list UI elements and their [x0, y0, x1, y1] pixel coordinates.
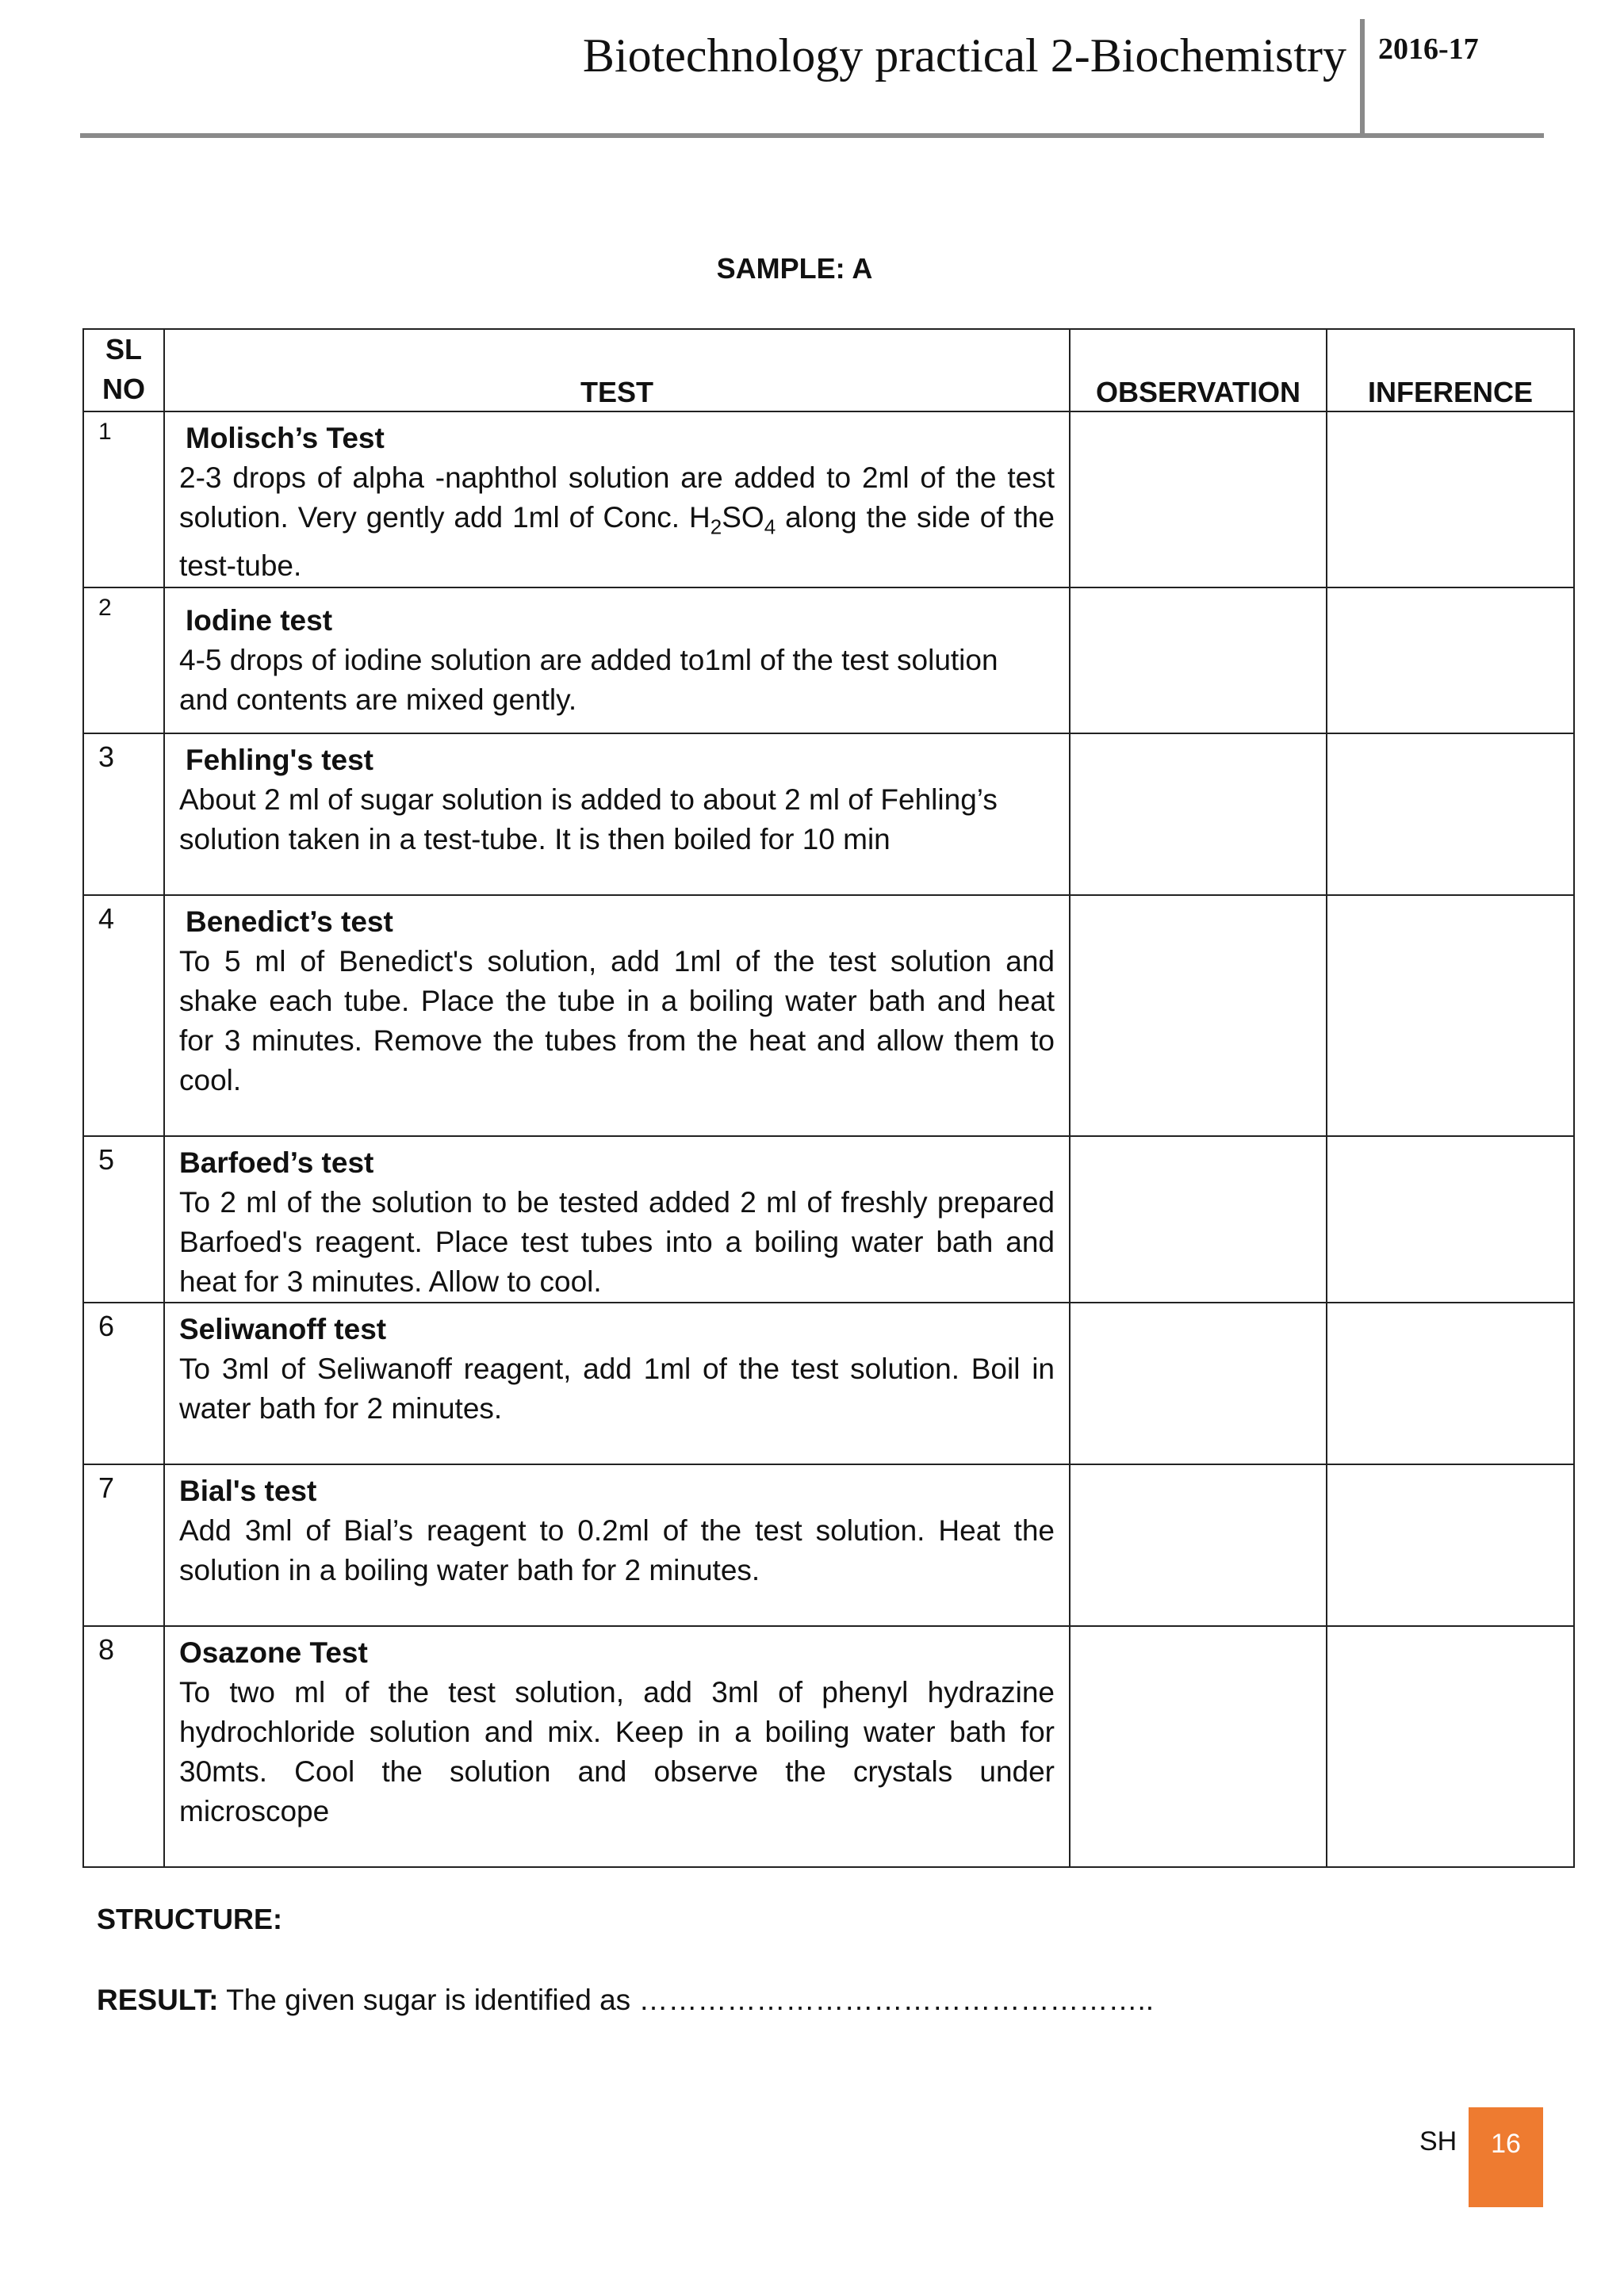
test-description: To 3ml of Seliwanoff reagent, add 1ml of the test solution. Boil in water bath for 2 minutes. — [179, 1353, 1055, 1425]
structure-label: STRUCTURE: — [97, 1903, 282, 1935]
sl-number: 7 — [83, 1464, 164, 1626]
observation-cell[interactable] — [1070, 895, 1327, 1136]
table-row — [83, 1626, 1574, 1867]
page-number-badge — [1469, 2107, 1543, 2207]
inference-cell[interactable] — [1327, 1303, 1574, 1464]
test-name: Benedict’s test — [186, 905, 393, 938]
sl-number: 5 — [83, 1136, 164, 1303]
header-divider-vertical — [1360, 19, 1365, 136]
page-number: 16 — [1491, 2129, 1521, 2159]
test-name: Iodine test — [186, 604, 333, 637]
column-header-inference: INFERENCE — [1327, 329, 1574, 411]
test-name: Molisch’s Test — [186, 422, 385, 454]
column-header-sl-no — [83, 329, 164, 411]
sl-number: 3 — [83, 733, 164, 895]
inference-cell[interactable] — [1327, 411, 1574, 587]
sl-number: 4 — [83, 895, 164, 1136]
test-description-text: 2-3 drops of alpha -naphthol solution are added to 2ml of the test solution. Very gently add 1ml of Conc. $H_2SO_4$ along the side of the test-tube. — [179, 461, 1055, 583]
inference-cell[interactable] — [1327, 1464, 1574, 1626]
table-row — [83, 587, 1574, 733]
test-cell — [164, 1136, 1070, 1303]
tests-table — [82, 328, 1575, 1868]
test-name: Osazone Test — [179, 1636, 368, 1669]
sl-number: 6 — [83, 1303, 164, 1464]
inference-cell[interactable] — [1327, 587, 1574, 733]
header-year: 2016-17 — [1378, 33, 1479, 66]
table-row — [83, 895, 1574, 1136]
test-cell — [164, 895, 1070, 1136]
sl-number: 1 — [83, 411, 164, 587]
test-cell — [164, 1626, 1070, 1867]
column-header-no: NO — [102, 373, 145, 405]
test-name: Seliwanoff test — [179, 1313, 387, 1345]
chemical-formula: $H_2SO_4$ — [689, 501, 776, 539]
header-divider-horizontal — [80, 133, 1544, 138]
test-description: Add 3ml of Bial’s reagent to 0.2ml of the test solution. Heat the solution in a boiling water bath for 2 minutes. — [179, 1514, 1055, 1586]
inference-cell[interactable] — [1327, 733, 1574, 895]
observation-cell[interactable] — [1070, 1464, 1327, 1626]
test-name: Fehling's test — [186, 744, 373, 776]
observation-cell[interactable] — [1070, 587, 1327, 733]
observation-cell[interactable] — [1070, 1136, 1327, 1303]
observation-cell[interactable] — [1070, 411, 1327, 587]
test-cell — [164, 733, 1070, 895]
sl-number: 8 — [83, 1626, 164, 1867]
sample-title — [0, 252, 1624, 285]
test-description: About 2 ml of sugar solution is added to about 2 ml of Fehling’s solution taken in a test-tube. It is then boiled for 10 min — [179, 783, 998, 855]
test-name: Bial's test — [179, 1475, 317, 1507]
inference-cell[interactable] — [1327, 1136, 1574, 1303]
test-description: 4-5 drops of iodine solution are added to1ml of the test solution and contents are mixed gently. — [179, 644, 998, 716]
observation-cell[interactable] — [1070, 1626, 1327, 1867]
sample-title-text: SAMPLE: A — [716, 252, 873, 285]
test-cell — [164, 411, 1070, 587]
result-line — [97, 1984, 1154, 2017]
test-description: To 5 ml of Benedict's solution, add 1ml of the test solution and shake each tube. Place the tube in a boiling water bath and heat for 3 minutes. Remove the tubes from the heat and allow them to cool. — [179, 945, 1055, 1096]
table-row — [83, 1464, 1574, 1626]
table-header-row — [83, 329, 1574, 411]
sl-number: 2 — [83, 587, 164, 733]
table-row — [83, 1303, 1574, 1464]
test-name: Barfoed’s test — [179, 1146, 374, 1179]
table-row — [83, 1136, 1574, 1303]
table-row — [83, 733, 1574, 895]
table-row — [83, 411, 1574, 587]
column-header-sl: SL — [105, 333, 142, 365]
column-header-observation: OBSERVATION — [1070, 329, 1327, 411]
inference-cell[interactable] — [1327, 895, 1574, 1136]
result-text: The given sugar is identified as …………………………………………….. — [218, 1984, 1155, 2016]
test-description: To 2 ml of the solution to be tested added 2 ml of freshly prepared Barfoed's reagent. Place test tubes into a boiling water bath and heat for 3 minutes. Allow to cool. — [179, 1186, 1055, 1298]
result-label: RESULT: — [97, 1984, 219, 2016]
inference-cell[interactable] — [1327, 1626, 1574, 1867]
observation-cell[interactable] — [1070, 733, 1327, 895]
document-header-title: Biotechnology practical 2-Biochemistry — [582, 29, 1346, 82]
observation-cell[interactable] — [1070, 1303, 1327, 1464]
column-header-test: TEST — [164, 329, 1070, 411]
test-cell — [164, 587, 1070, 733]
test-description: To two ml of the test solution, add 3ml of phenyl hydrazine hydrochloride solution and mix. Keep in a boiling water bath for 30mts. Cool the solution and observe the crystals under microscope — [179, 1676, 1055, 1827]
footer-initials: SH — [1419, 2126, 1457, 2156]
test-description — [179, 458, 1055, 586]
test-cell — [164, 1464, 1070, 1626]
test-cell — [164, 1303, 1070, 1464]
